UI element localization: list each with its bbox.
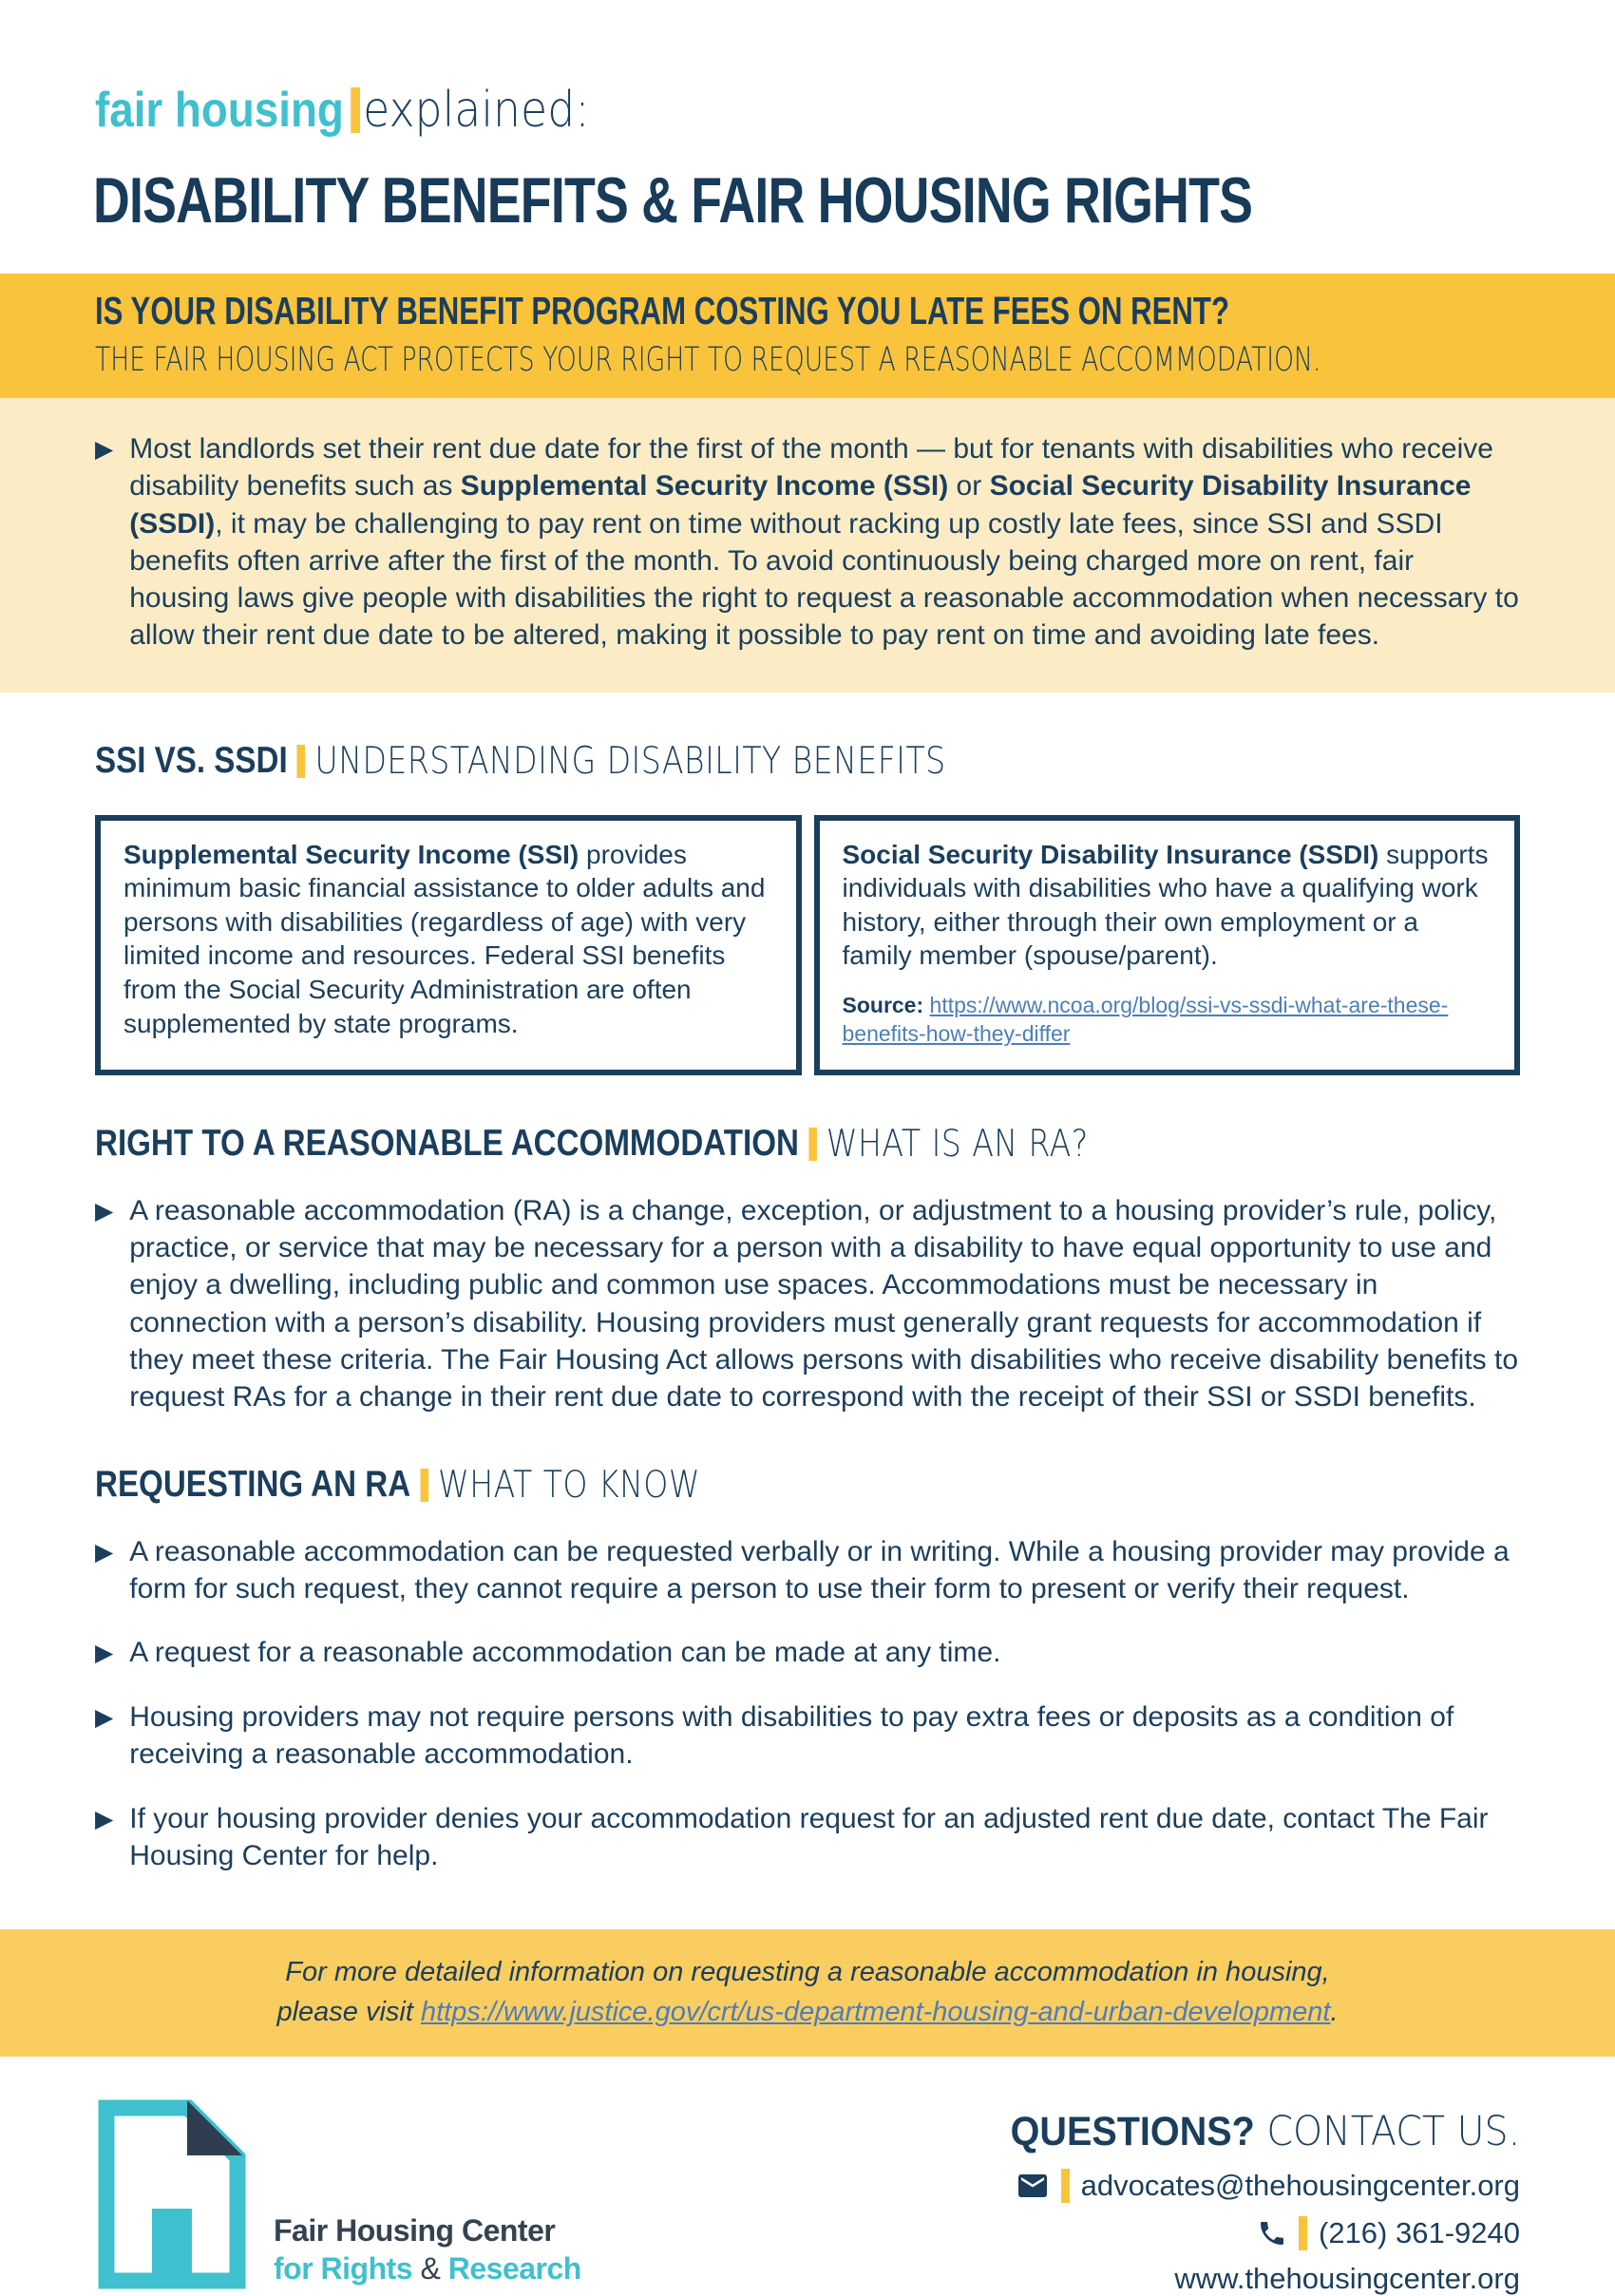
info-banner-line1: For more detailed information on requesting a reasonable accommodation in housing, — [285, 1957, 1330, 1988]
heading-light: WHAT TO KNOW — [438, 1463, 701, 1507]
intro-text-pre: Most landlords set their rent due date for the first of the month — but for tenants with disabilities who receive disability benefits such as — [129, 433, 1493, 503]
heading-bold: RIGHT TO A REASONABLE ACCOMMODATION — [95, 1123, 799, 1165]
brand-wordmark — [95, 82, 1433, 139]
yellow-divider-bar — [1061, 2169, 1070, 2203]
section-heading-right-to-ra — [95, 1123, 1387, 1166]
intro-section — [0, 398, 1615, 693]
org-logo-block — [95, 2097, 581, 2292]
intro-bullet — [95, 430, 1520, 655]
phone-row — [966, 2216, 1520, 2250]
yellow-divider-bar — [420, 1469, 428, 1502]
org-name — [274, 2211, 581, 2289]
info-banner-line2-pre: please visit — [276, 1997, 421, 2028]
wordmark-explained: explained: — [363, 82, 590, 139]
heading-light: UNDERSTANDING DISABILITY BENEFITS — [314, 739, 946, 783]
intro-ssi-bold: Supplemental Security Income (SSI) — [460, 470, 949, 503]
bullet-text: Housing providers may not require persons with disabilities to pay extra fees or deposits as a condition of receiving a reasonable accommodation. — [129, 1701, 1454, 1771]
contact-block — [966, 2108, 1520, 2296]
triangle-bullet-icon: ▶ — [95, 1704, 114, 1732]
email-address[interactable]: advocates@thehousingcenter.org — [1080, 2169, 1520, 2203]
bullet-text: If your housing provider denies your accommodation request for an adjusted rent due date, contact The Fair Housing Center for help. — [129, 1802, 1489, 1872]
page-title: DISABILITY BENEFITS & FAIR HOUSING RIGHTS — [93, 164, 1253, 237]
org-tagline-research: Research — [447, 2251, 581, 2287]
phone-number[interactable]: (216) 361-9240 — [1319, 2216, 1520, 2250]
org-name-line2 — [274, 2249, 581, 2288]
intro-ssdi-bold: Social Security Disability Insurance (SSDI) — [129, 470, 1472, 540]
ssi-box-lead: Supplemental Security Income (SSI) — [124, 839, 580, 869]
headline-banner — [0, 274, 1615, 398]
justice-gov-link[interactable]: https://www.justice.gov/crt/us-department-housing-and-urban-development — [420, 1997, 1331, 2028]
ssdi-box — [814, 815, 1521, 1075]
triangle-bullet-icon: ▶ — [95, 1197, 114, 1224]
source-line — [843, 992, 1492, 1049]
footer — [95, 2097, 1520, 2296]
heading-bold: SSI VS. SSDI — [95, 740, 288, 782]
list-item — [95, 1800, 1520, 1875]
bullet-text: A request for a reasonable accommodation can be made at any time. — [129, 1637, 1001, 1669]
heading-bold: REQUESTING AN RA — [95, 1464, 411, 1506]
intro-text-post: , it may be challenging to pay rent on time without racking up costly late fees, since SSI and SSDI benefits often arrive after the first of the month. To avoid continuously being charged more on rent, fair housing laws give people with disabilities the right to request a reasonable accommodation when necessary to allow their rent due date to be altered, making it possible to pay rent on time and avoiding late fees. — [129, 507, 1519, 652]
list-item — [95, 1634, 1520, 1672]
triangle-bullet-icon: ▶ — [95, 1640, 114, 1667]
ssi-box-body: provides minimum basic financial assistance to older adults and persons with disabilities (regardless of age) with very limited income and resources. Federal SSI benefits from the Social Security Administration are often supplemented by state programs. — [124, 839, 766, 1038]
list-item — [95, 1698, 1520, 1774]
ra-bullet — [95, 1192, 1520, 1416]
triangle-bullet-icon: ▶ — [95, 436, 114, 463]
yellow-divider-bar — [808, 1128, 817, 1161]
contact-heading — [1010, 2108, 1520, 2155]
intro-text-mid: or — [948, 470, 990, 503]
questions-label: QUESTIONS? — [1010, 2109, 1255, 2155]
triangle-bullet-icon: ▶ — [95, 1538, 114, 1565]
yellow-divider-bar — [297, 745, 306, 778]
email-row — [966, 2169, 1520, 2203]
benefit-boxes — [95, 815, 1520, 1075]
website-url[interactable]: www.thehousingcenter.org — [1174, 2262, 1520, 2296]
ssi-box — [95, 815, 802, 1075]
org-tagline-amp: & — [412, 2251, 448, 2287]
ssdi-box-lead: Social Security Disability Insurance (SSDI) — [842, 839, 1379, 869]
ra-paragraph-block — [95, 1192, 1520, 1416]
section-heading-ssi-vs-ssdi — [95, 740, 1387, 783]
info-banner-line2-post: . — [1330, 1997, 1339, 2028]
source-label: Source: — [842, 992, 930, 1017]
bullet-text: A reasonable accommodation can be requested verbally or in writing. While a housing provider may provide a form for such request, they cannot require a person to use their form to present or verify their request. — [129, 1535, 1510, 1604]
yellow-divider-bar — [351, 87, 360, 133]
org-tagline-for-rights: for Rights — [274, 2251, 413, 2287]
section-heading-requesting-ra — [95, 1464, 1387, 1507]
yellow-divider-bar — [1299, 2216, 1307, 2250]
wordmark-fair-housing: fair housing — [95, 83, 344, 138]
info-banner-line2 — [0, 1992, 1615, 2032]
ra-paragraph: A reasonable accommodation (RA) is a change, exception, or adjustment to a housing provider’s rule, policy, practice, or service that may be necessary for a person with a disability to have equal opportunity to use and enjoy a dwelling, including public and common use spaces. Accommodations must be necessary in connection with a person’s disability. Housing providers must generally grant requests for accommodation if they meet these criteria. The Fair Housing Act allows persons with disabilities who receive disability benefits to request RAs for a change in their rent due date to correspond with the receipt of their SSI or SSDI benefits. — [129, 1194, 1519, 1414]
org-name-line1: Fair Housing Center — [274, 2212, 556, 2248]
heading-light: WHAT IS AN RA? — [826, 1122, 1089, 1166]
flyer-page — [0, 82, 1615, 2296]
banner-subheadline: THE FAIR HOUSING ACT PROTECTS YOUR RIGHT TO REQUEST A REASONABLE ACCOMMODATION. — [95, 341, 1321, 379]
contact-us-label: CONTACT US. — [1254, 2108, 1520, 2156]
fair-housing-center-logo-icon — [95, 2097, 249, 2292]
source-link[interactable]: https://www.ncoa.org/blog/ssi-vs-ssdi-what-are-these-benefits-how-they-differ — [842, 992, 1449, 1046]
requesting-bullet-list — [95, 1533, 1520, 1875]
ssdi-box-body: supports individuals with disabilities who have a qualifying work history, either through their own employment or a family member (spouse/parent). — [842, 839, 1489, 971]
triangle-bullet-icon: ▶ — [95, 1805, 114, 1832]
info-banner — [0, 1929, 1615, 2057]
intro-paragraph — [129, 430, 1520, 655]
list-item — [95, 1533, 1520, 1608]
phone-icon — [1257, 2218, 1287, 2249]
banner-headline: IS YOUR DISABILITY BENEFIT PROGRAM COSTING YOU LATE FEES ON RENT? — [95, 289, 1229, 332]
envelope-icon — [1016, 2169, 1050, 2203]
